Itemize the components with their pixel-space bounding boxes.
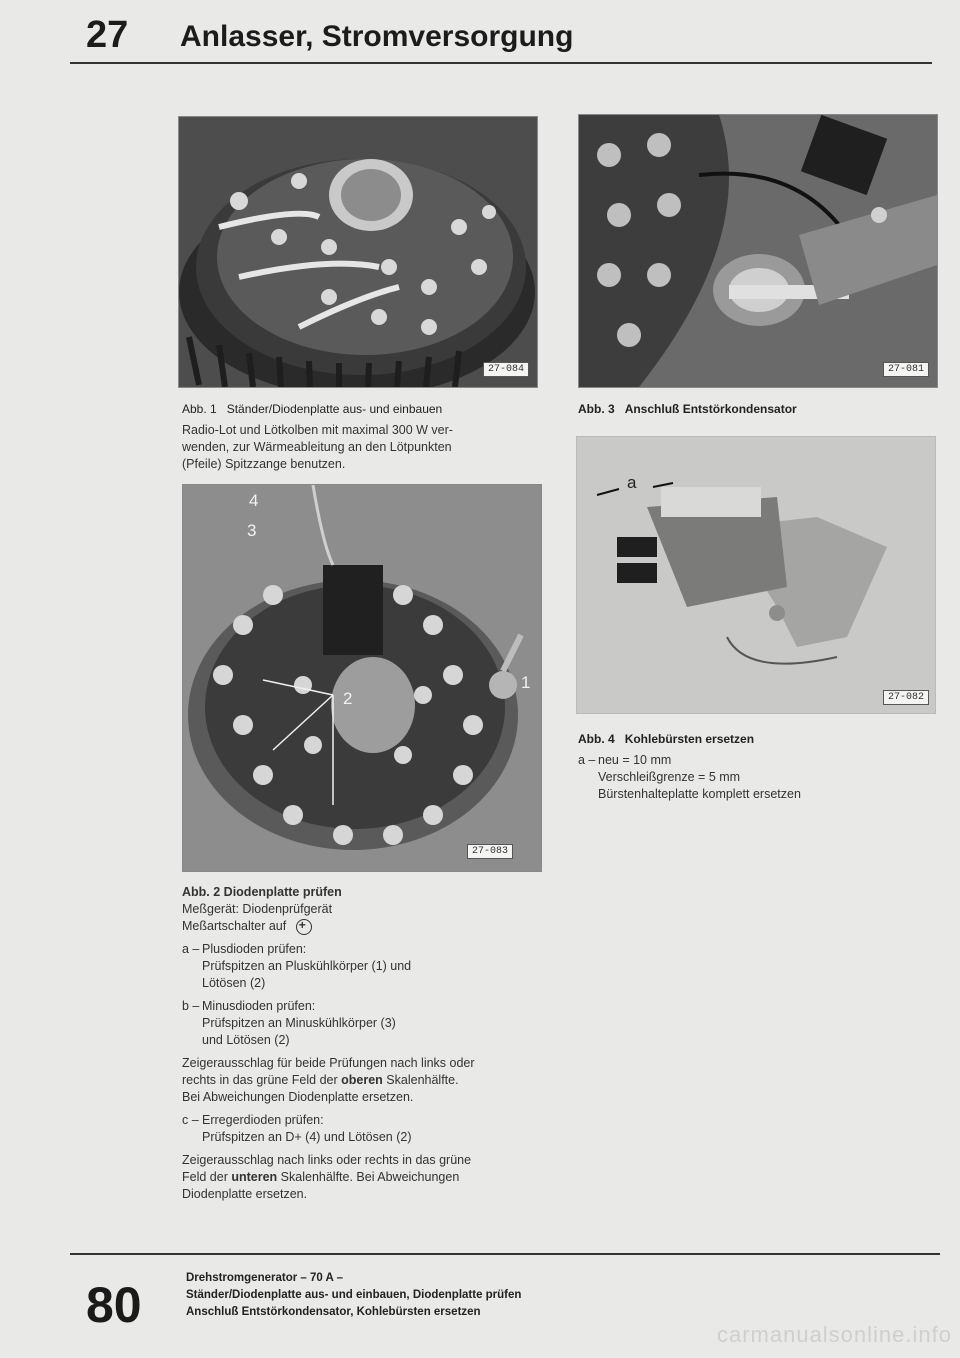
text-line: Meßgerät: Diodenprüfgerät: [182, 902, 333, 916]
footer-rule: [70, 1253, 940, 1255]
figure-4-callout-a: a: [627, 473, 637, 492]
list-item: [182, 941, 532, 992]
figure-1-instructions: [182, 422, 522, 473]
list-key: a –: [578, 753, 596, 767]
figure-2-callout-2: 2: [343, 689, 353, 708]
figure-2-tag: 27-083: [467, 844, 513, 859]
text-line: (Pfeile) Spitzzange benutzen.: [182, 457, 346, 471]
figure-2-callout-4: 4: [249, 491, 259, 510]
figure-4-tag: 27-082: [883, 690, 929, 705]
footer-line: Ständer/Diodenplatte aus- und einbauen, Diodenplatte prüfen: [186, 1289, 522, 1301]
figure-3-photo: [578, 114, 938, 388]
figure-1-caption-number: Abb. 1: [182, 402, 217, 416]
list-key: b –: [182, 999, 200, 1013]
figure-4-photo: [576, 436, 936, 714]
figure-1-caption-text: Ständer/Diodenplatte aus- und einbauen: [226, 402, 443, 416]
text-line: Diodenplatte ersetzen.: [182, 1187, 308, 1201]
footer-line: Anschluß Entstörkondensator, Kohlebürsten ersetzen: [186, 1306, 481, 1318]
text-line: Bürstenhalteplatte komplett ersetzen: [598, 787, 801, 801]
figure-4-caption-text: Kohlebürsten ersetzen: [624, 732, 755, 746]
figure-2-callout-1: 1: [521, 673, 531, 692]
header-rule: [70, 62, 932, 64]
text-line: Lötösen (2): [202, 976, 266, 990]
figure-1-caption: [182, 402, 442, 416]
text-span: unteren: [231, 1170, 278, 1184]
meter-symbol-icon: [296, 919, 312, 935]
text-line: Verschleißgrenze = 5 mm: [598, 770, 741, 784]
footer-text: [186, 1270, 521, 1321]
text-line: wenden, zur Wärmeableitung an den Lötpunkten: [182, 440, 452, 454]
text-span: Skalenhälfte. Bei Abweichungen: [280, 1170, 460, 1184]
figure-3-tag: 27-081: [883, 362, 929, 377]
text-line: Plusdioden prüfen:: [202, 942, 307, 956]
watermark: carmanualsonline.info: [716, 1322, 952, 1347]
figure-2-instructions: [182, 884, 532, 1203]
figure-3-caption: [578, 402, 797, 416]
text-line: Prüfspitzen an Pluskühlkörper (1) und: [202, 959, 412, 973]
list-item: [182, 998, 532, 1049]
text-line: [182, 918, 532, 935]
text-line: und Lötösen (2): [202, 1033, 290, 1047]
figure-1-tag: 27-084: [483, 362, 529, 377]
figure-4-caption-number: Abb. 4: [578, 732, 615, 746]
figure-3-caption-number: Abb. 3: [578, 402, 615, 416]
text-span: Skalenhälfte.: [386, 1073, 459, 1087]
text-line: Radio-Lot und Lötkolben mit maximal 300 W ver-: [182, 423, 453, 437]
text-line: Prüfspitzen an Minuskühlkörper (3): [202, 1016, 396, 1030]
text-line: Erregerdioden prüfen:: [202, 1113, 324, 1127]
text-line: [182, 1072, 532, 1089]
text-span: oberen: [341, 1073, 383, 1087]
figure-2-callout-3: 3: [247, 521, 257, 540]
chapter-title: Anlasser, Stromversorgung: [180, 20, 574, 53]
footer-line: Drehstromgenerator – 70 A –: [186, 1272, 344, 1284]
text-span: Feld der: [182, 1170, 228, 1184]
figure-2-caption: Abb. 2 Diodenplatte prüfen: [182, 885, 342, 899]
list-key: c –: [182, 1113, 199, 1127]
text-line: Zeigerausschlag nach links oder rechts in das grüne: [182, 1153, 472, 1167]
text-line: Zeigerausschlag für beide Prüfungen nach links oder: [182, 1056, 475, 1070]
list-item: [182, 1112, 532, 1146]
list-key: a –: [182, 942, 200, 956]
chapter-number: 27: [86, 14, 129, 56]
text-line: Minusdioden prüfen:: [202, 999, 316, 1013]
text-line: neu = 10 mm: [598, 753, 672, 767]
page-number: 80: [86, 1277, 142, 1333]
text-line: Bei Abweichungen Diodenplatte ersetzen.: [182, 1090, 414, 1104]
figure-1-photo: [178, 116, 538, 388]
text-span: Meßartschalter auf: [182, 919, 287, 933]
figure-4-details: [578, 752, 918, 803]
text-line: Prüfspitzen an D+ (4) und Lötösen (2): [202, 1130, 412, 1144]
text-line: [182, 1169, 532, 1186]
figure-2-photo: [182, 484, 542, 872]
list-item: [578, 752, 918, 803]
figure-4-caption: [578, 732, 754, 746]
figure-3-caption-text: Anschluß Entstörkondensator: [624, 402, 797, 416]
text-span: rechts in das grüne Feld der: [182, 1073, 338, 1087]
